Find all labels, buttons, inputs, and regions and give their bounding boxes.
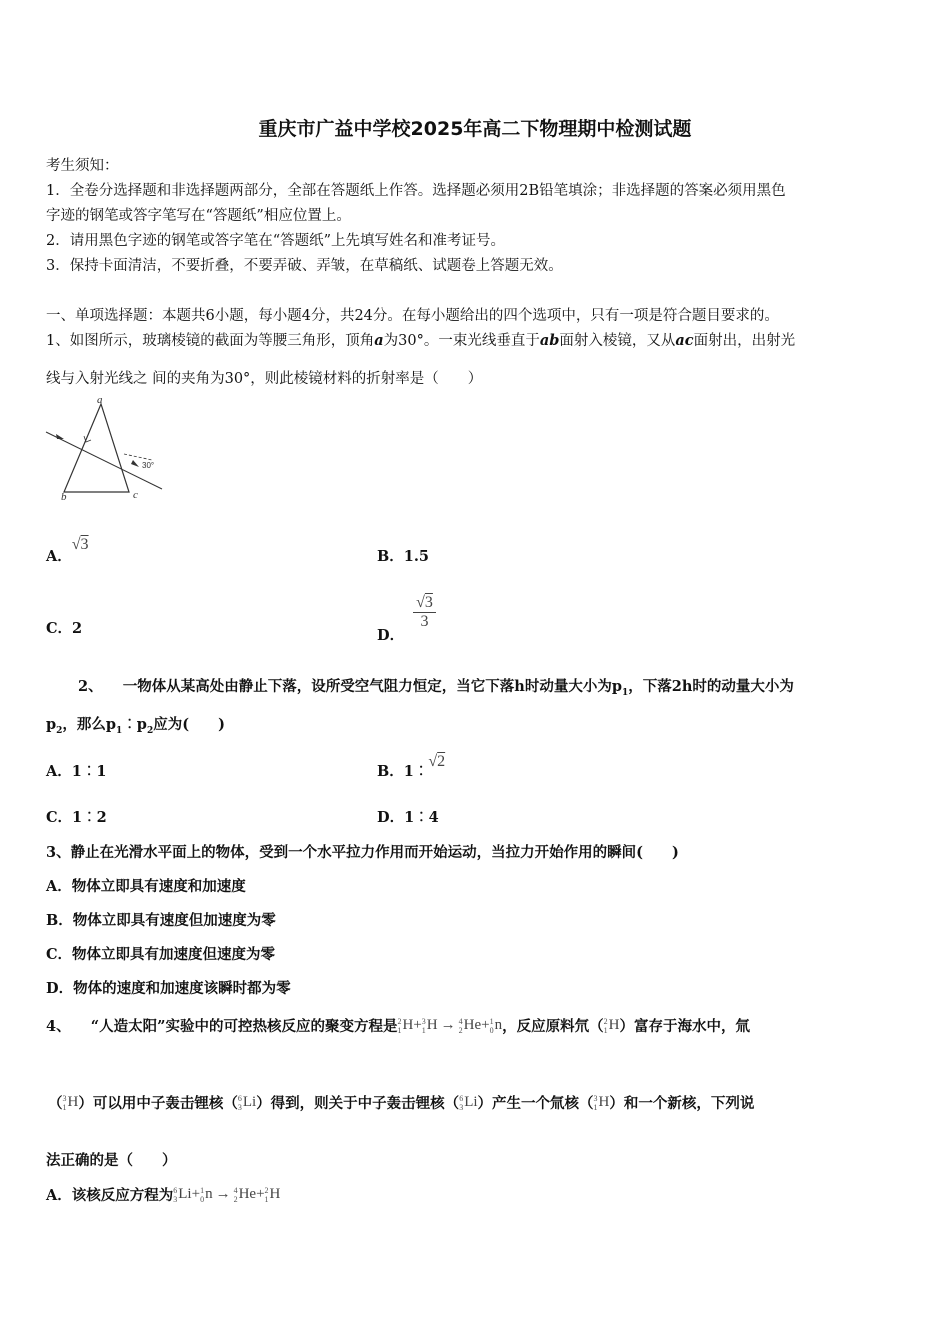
label-a: a bbox=[97, 394, 103, 406]
prism-triangle bbox=[64, 404, 129, 492]
q1-option-c[interactable]: C．2 bbox=[46, 620, 83, 637]
notice-item-1: 1．全卷分选择题和非选择题两部分，全部在答题纸上作答。选择题必须用2B铅笔填涂；非选择题的答案必须用黑色 bbox=[46, 183, 786, 199]
q2-option-c[interactable]: C．1︰2 bbox=[46, 809, 107, 826]
q4-stem-line3: 法正确的是（ ） bbox=[46, 1152, 177, 1169]
q1-option-b[interactable]: B．1.5 bbox=[377, 548, 429, 565]
fusion-equation: 2 1 H + 3 1 H → 4 2 He + 1 0 n bbox=[397, 1016, 503, 1035]
notice-item-3: 3．保持卡面清洁，不要折叠，不要弄破、弄皱，在草稿纸、试题卷上答题无效。 bbox=[46, 258, 563, 274]
q4-stem-line2: （ 3 1 H ）可以用中子轰击锂核（ 6 3 Li ）得到，则关于中子轰击锂核（ 6 3 Li ）产生一个氚核（ 3 1 H ）和一个新核，下列说 bbox=[48, 1093, 755, 1112]
q3-option-a[interactable]: A．物体立即具有速度和加速度 bbox=[46, 878, 246, 895]
ray-arrow-in bbox=[56, 434, 64, 439]
q3-option-b[interactable]: B．物体立即具有速度但加速度为零 bbox=[46, 912, 276, 929]
q1-stem-line1: 1、如图所示，玻璃棱镜的截面为等腰三角形，顶角a为30°。一束光线垂直于ab面射入棱镜，又从ac面射出，出射光 bbox=[46, 332, 796, 349]
q2-stem-line1: 2、 一物体从某高处由静止下落，设所受空气阻力恒定，当它下落h时动量大小为$p_1$，下落2h时的动量大小为 bbox=[78, 678, 794, 698]
q3-option-d[interactable]: D．物体的速度和加速度该瞬时都为零 bbox=[46, 980, 291, 997]
page-title: 重庆市广益中学校2025年高二下物理期中检测试题 bbox=[258, 118, 692, 140]
q1-option-a[interactable]: A．√3 bbox=[46, 536, 89, 565]
ray-arrow-out bbox=[131, 460, 139, 467]
q2-option-a[interactable]: A．1︰1 bbox=[46, 763, 107, 780]
q2-option-d[interactable]: D．1︰4 bbox=[377, 809, 439, 826]
q4-stem-line1: 4、 “人造太阳”实验中的可控热核反应的聚变方程是 2 1 H + 3 1 H → 4 2 He + 1 0 n ，反应原料氘（ 2 1 H ）富存于海水中，氚 bbox=[46, 1016, 750, 1035]
prism-figure bbox=[44, 392, 169, 504]
reference-dashed-line bbox=[124, 454, 152, 460]
notice-item-1-cont: 字迹的钢笔或答字笔写在“答题纸”相应位置上。 bbox=[46, 208, 351, 224]
notice-item-2: 2．请用黑色字迹的钢笔或答字笔在“答题纸”上先填写姓名和准考证号。 bbox=[46, 233, 506, 249]
q2-stem-line2: $p_2$，那么$p_1︰p_2$应为( ) bbox=[46, 716, 225, 736]
q1-option-d[interactable]: D． $\frac{√3}{3}$ bbox=[377, 594, 436, 631]
q4-option-a[interactable]: A．该核反应方程为 6 3 Li + 1 0 n → 4 2 He + 2 1 H bbox=[46, 1185, 281, 1204]
q3-stem: 3、静止在光滑水平面上的物体，受到一个水平拉力作用而开始运动，当拉力开始作用的瞬间( ) bbox=[46, 844, 679, 861]
q3-option-c[interactable]: C．物体立即具有加速度但速度为零 bbox=[46, 946, 276, 963]
angle-label: 30° bbox=[142, 461, 155, 470]
label-b: b bbox=[61, 491, 67, 503]
notice-heading: 考生须知： bbox=[46, 158, 119, 174]
q2-option-b[interactable]: B．1︰√2 bbox=[377, 753, 446, 780]
label-c: c bbox=[133, 489, 138, 501]
section-heading: 一、单项选择题：本题共6小题，每小题4分，共24分。在每小题给出的四个选项中，只有一项是符合题目要求的。 bbox=[46, 308, 779, 324]
q1-stem-line2: 线与入射光线之 间的夹角为30°，则此棱镜材料的折射率是（ ） bbox=[46, 371, 483, 387]
